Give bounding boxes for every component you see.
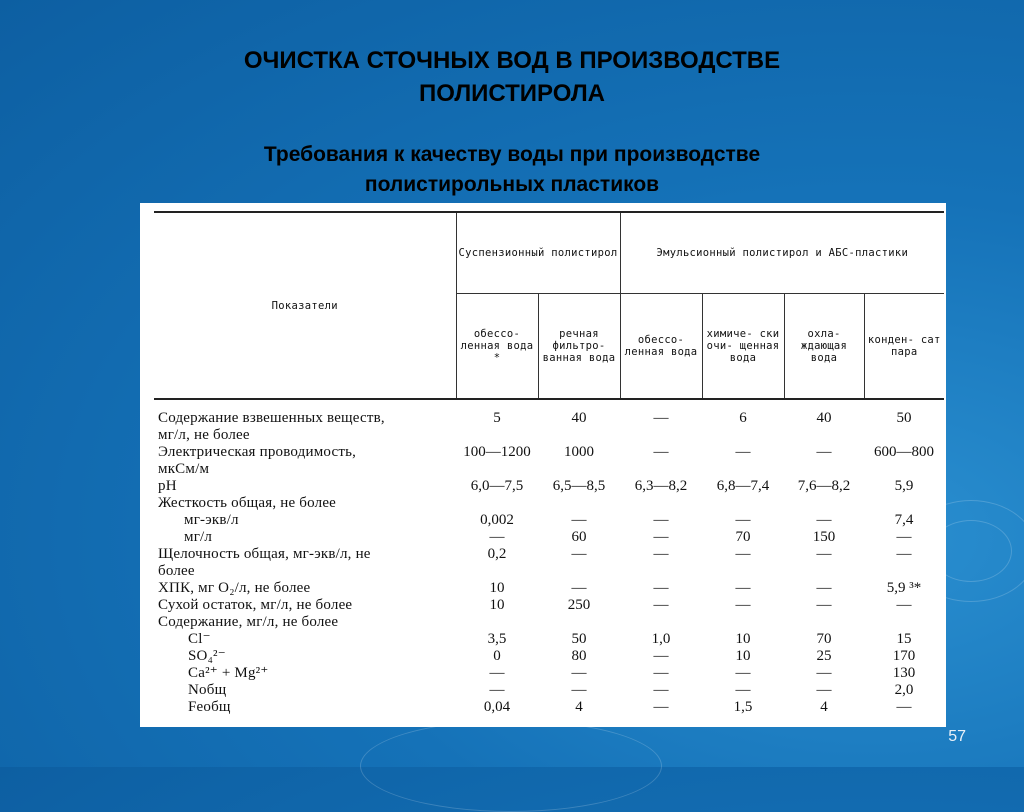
- table-cell: 1,0: [651, 631, 671, 647]
- table-cell: 1,5: [733, 699, 753, 715]
- table-cell: [620, 461, 702, 478]
- table-cell: —: [816, 512, 832, 528]
- table-cell: 10: [735, 631, 751, 647]
- row-label: ХПК, мг O₂/л, не более: [158, 580, 311, 596]
- table-cell: —: [816, 546, 832, 562]
- row-label: Электрическая проводимость,: [158, 444, 357, 460]
- column-header: охла- ждающая вода: [784, 294, 864, 400]
- table-cell: 0,04: [483, 699, 511, 715]
- row-label: мг/л: [184, 529, 213, 545]
- table-cell: —: [653, 444, 669, 460]
- table-cell: 6: [739, 410, 747, 426]
- table-cell: 40: [571, 410, 587, 426]
- table-cell: [864, 495, 944, 512]
- table-cell: [620, 563, 702, 580]
- table-cell: [456, 563, 538, 580]
- row-label: Щелочность общая, мг-экв/л, не: [158, 546, 371, 562]
- table-cell: —: [816, 597, 832, 613]
- table-cell: —: [735, 444, 751, 460]
- table-row: [154, 399, 944, 427]
- table-cell: 50: [571, 631, 587, 647]
- row-label: Cl⁻: [188, 631, 211, 647]
- table-cell: —: [653, 512, 669, 528]
- table-cell: —: [816, 665, 832, 681]
- slide-title: [0, 44, 1024, 110]
- table-cell: —: [816, 682, 832, 698]
- table-cell: [620, 495, 702, 512]
- table-cell: [456, 461, 538, 478]
- table-cell: 170: [892, 648, 916, 664]
- table-cell: [538, 461, 620, 478]
- table-cell: 15: [896, 631, 912, 647]
- table-cell: —: [489, 529, 505, 545]
- table-cell: —: [653, 665, 669, 681]
- table-row: [154, 427, 944, 444]
- table-cell: [864, 563, 944, 580]
- table-cell: —: [571, 682, 587, 698]
- table-cell: [702, 461, 784, 478]
- table-cell: —: [653, 580, 669, 596]
- table-cell: —: [571, 512, 587, 528]
- table-cell: —: [735, 512, 751, 528]
- slide-title-line1: ОЧИСТКА СТОЧНЫХ ВОД В ПРОИЗВОДСТВЕ: [243, 47, 781, 74]
- table-row: [154, 597, 944, 614]
- row-label: Ca²⁺ + Mg²⁺: [188, 665, 269, 681]
- group-header-emulsion: Эмульсионный полистирол и АБС-пластики: [620, 212, 944, 294]
- table-cell: 4: [820, 699, 828, 715]
- column-header: химиче- ски очи- щенная вода: [702, 294, 784, 400]
- table-cell: 100—1200: [463, 444, 531, 460]
- table-cell: 6,5—8,5: [552, 478, 606, 494]
- water-quality-table: [154, 211, 944, 716]
- table-cell: —: [735, 597, 751, 613]
- table-cell: 250: [567, 597, 591, 613]
- table-cell: 0: [493, 648, 501, 664]
- table-cell: 70: [735, 529, 751, 545]
- table-cell: [620, 614, 702, 631]
- table-cell: 6,3—8,2: [634, 478, 688, 494]
- table-row: [154, 699, 944, 716]
- column-header: обессо- ленная вода *: [456, 294, 538, 400]
- table-cell: —: [571, 580, 587, 596]
- table-cell: [864, 427, 944, 444]
- table-cell: 50: [896, 410, 912, 426]
- table-cell: 600—800: [874, 444, 935, 460]
- table-cell: 4: [575, 699, 583, 715]
- table-header: [154, 212, 944, 399]
- table-cell: 70: [816, 631, 832, 647]
- table-cell: 6,0—7,5: [470, 478, 524, 494]
- table-cell: 80: [571, 648, 587, 664]
- row-label: Сухой остаток, мг/л, не более: [158, 597, 353, 613]
- table-row: [154, 512, 944, 529]
- table-cell: 0,2: [487, 546, 507, 562]
- row-label: более: [158, 563, 195, 579]
- table-cell: [620, 427, 702, 444]
- table-cell: 7,4: [894, 512, 914, 528]
- water-quality-table-panel: [140, 203, 946, 727]
- table-cell: —: [489, 682, 505, 698]
- table-cell: 150: [812, 529, 836, 545]
- column-header: обессо- ленная вода: [620, 294, 702, 400]
- table-cell: 3,5: [487, 631, 507, 647]
- row-label: мкСм/м: [158, 461, 210, 477]
- table-cell: —: [896, 529, 912, 545]
- slide-subtitle: [0, 140, 1024, 200]
- table-row: [154, 444, 944, 461]
- table-cell: —: [653, 546, 669, 562]
- slide-title-line2: ПОЛИСТИРОЛА: [419, 80, 605, 107]
- row-label: Содержание взвешенных веществ,: [158, 410, 385, 426]
- table-cell: —: [653, 597, 669, 613]
- table-cell: 1000: [564, 444, 594, 460]
- table-cell: 6,8—7,4: [716, 478, 770, 494]
- table-cell: —: [653, 410, 669, 426]
- table-cell: 5: [493, 410, 501, 426]
- table-cell: [456, 495, 538, 512]
- table-cell: [702, 427, 784, 444]
- table-cell: [538, 427, 620, 444]
- table-cell: 130: [892, 665, 916, 681]
- table-cell: [784, 614, 864, 631]
- table-cell: 40: [816, 410, 832, 426]
- column-header: конден- сат пара: [864, 294, 944, 400]
- group-header-suspension: Суспензионный полистирол: [456, 212, 620, 294]
- table-cell: [864, 614, 944, 631]
- table-cell: —: [735, 665, 751, 681]
- table-cell: —: [896, 699, 912, 715]
- ripple-decoration: [360, 720, 662, 812]
- slide-subtitle-line2: полистирольных пластиков: [364, 173, 660, 196]
- column-header: речная фильтро- ванная вода: [538, 294, 620, 400]
- table-row: [154, 461, 944, 478]
- table-cell: 2,0: [894, 682, 914, 698]
- row-label: Жесткость общая, не более: [158, 495, 337, 511]
- table-cell: [784, 461, 864, 478]
- row-label: мг/л, не более: [158, 427, 250, 443]
- param-column-header: Показатели: [154, 212, 456, 399]
- table-row: [154, 682, 944, 699]
- table-row: [154, 665, 944, 682]
- row-label: Nобщ: [188, 682, 227, 698]
- table-cell: 25: [816, 648, 832, 664]
- table-row: [154, 546, 944, 563]
- table-body: [154, 399, 944, 716]
- slide-subtitle-line1: Требования к качеству воды при производстве: [263, 143, 761, 166]
- table-cell: [702, 495, 784, 512]
- table-row: [154, 631, 944, 648]
- table-row: [154, 614, 944, 631]
- table-cell: 60: [571, 529, 587, 545]
- table-cell: [456, 427, 538, 444]
- table-row: [154, 495, 944, 512]
- table-cell: [864, 461, 944, 478]
- table-cell: —: [816, 580, 832, 596]
- table-cell: —: [489, 665, 505, 681]
- row-label: Содержание, мг/л, не более: [158, 614, 339, 630]
- table-cell: [538, 614, 620, 631]
- row-label: SO₄²⁻: [188, 648, 226, 664]
- table-cell: 10: [489, 580, 505, 596]
- table-cell: [456, 614, 538, 631]
- table-cell: [538, 495, 620, 512]
- table-cell: —: [896, 546, 912, 562]
- table-row: [154, 478, 944, 495]
- table-cell: 7,6—8,2: [797, 478, 851, 494]
- table-cell: [702, 563, 784, 580]
- table-cell: —: [653, 682, 669, 698]
- table-cell: —: [571, 665, 587, 681]
- table-cell: [784, 427, 864, 444]
- page-number: 57: [948, 728, 966, 745]
- table-cell: —: [896, 597, 912, 613]
- table-cell: [538, 563, 620, 580]
- row-label: мг-экв/л: [184, 512, 239, 528]
- table-cell: [784, 563, 864, 580]
- table-cell: —: [735, 546, 751, 562]
- table-row: [154, 580, 944, 597]
- table-row: [154, 648, 944, 665]
- table-cell: 10: [489, 597, 505, 613]
- table-cell: —: [653, 529, 669, 545]
- table-row: [154, 563, 944, 580]
- table-cell: —: [735, 682, 751, 698]
- table-cell: —: [735, 580, 751, 596]
- table-cell: —: [816, 444, 832, 460]
- table-cell: —: [571, 546, 587, 562]
- table-cell: 5,9: [894, 478, 914, 494]
- table-row: [154, 529, 944, 546]
- table-cell: 0,002: [480, 512, 514, 528]
- table-cell: 10: [735, 648, 751, 664]
- table-cell: [784, 495, 864, 512]
- row-label: Feобщ: [188, 699, 231, 715]
- row-label: pH: [158, 478, 177, 494]
- table-cell: —: [653, 648, 669, 664]
- table-cell: [702, 614, 784, 631]
- table-cell: 5,9 ³*: [886, 580, 922, 596]
- table-cell: —: [653, 699, 669, 715]
